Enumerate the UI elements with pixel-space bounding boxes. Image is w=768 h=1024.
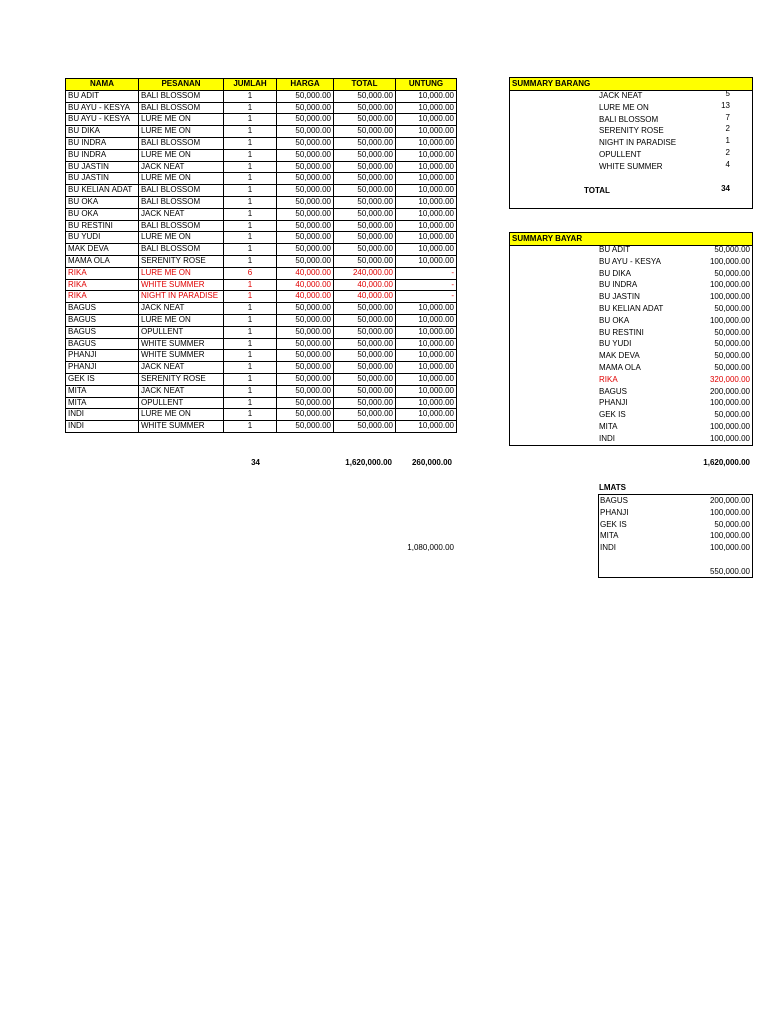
list-item-label: BU KELIAN ADAT [599, 304, 664, 313]
cell-untung: 10,000.00 [396, 255, 457, 267]
cell-harga: 50,000.00 [277, 421, 334, 433]
cell-total: 40,000.00 [334, 279, 396, 291]
list-item-value: 50,000.00 [714, 410, 750, 420]
cell-nama: BU YUDI [66, 232, 139, 244]
cell-harga: 50,000.00 [277, 409, 334, 421]
cell-untung: 10,000.00 [396, 350, 457, 362]
cell-total: 50,000.00 [334, 303, 396, 315]
cell-jumlah: 1 [224, 137, 277, 149]
list-item-value: 7 [725, 112, 730, 122]
list-item-label: JACK NEAT [599, 91, 643, 100]
cell-pesanan: JACK NEAT [139, 208, 224, 220]
cell-nama: RIKA [66, 267, 139, 279]
summary-barang-title: SUMMARY BARANG [510, 78, 752, 91]
cell-untung: 10,000.00 [396, 102, 457, 114]
list-item-label: BU YUDI [599, 339, 632, 349]
header-pesanan: PESANAN [139, 79, 224, 91]
list-item-label: OPULLENT [599, 150, 642, 159]
cell-untung: 10,000.00 [396, 326, 457, 338]
cell-total: 50,000.00 [334, 350, 396, 362]
lmats-box [598, 494, 753, 578]
cell-pesanan: BALI BLOSSOM [139, 137, 224, 149]
cell-nama: BU ADIT [66, 90, 139, 102]
cell-harga: 40,000.00 [277, 279, 334, 291]
cell-harga: 50,000.00 [277, 185, 334, 197]
list-item-label: BALI BLOSSOM [599, 114, 659, 124]
cell-jumlah: 1 [224, 196, 277, 208]
cell-jumlah: 1 [224, 208, 277, 220]
cell-nama: BU JASTIN [66, 173, 139, 185]
table-row [66, 385, 457, 397]
cell-jumlah: 1 [224, 326, 277, 338]
summary-barang-total-label: TOTAL [584, 186, 610, 195]
table-row [66, 373, 457, 385]
cell-pesanan: LURE ME ON [139, 267, 224, 279]
orders-table [65, 78, 457, 433]
list-item-label: PHANJI [600, 507, 629, 517]
cell-pesanan: BALI BLOSSOM [139, 102, 224, 114]
cell-total: 50,000.00 [334, 90, 396, 102]
cell-untung: 10,000.00 [396, 421, 457, 433]
cell-untung: - [396, 267, 457, 279]
cell-jumlah: 1 [224, 232, 277, 244]
cell-harga: 50,000.00 [277, 385, 334, 397]
cell-harga: 50,000.00 [277, 397, 334, 409]
cell-nama: PHANJI [66, 362, 139, 374]
list-item-value: 50,000.00 [714, 363, 750, 372]
cell-pesanan: OPULLENT [139, 326, 224, 338]
cell-total: 50,000.00 [334, 102, 396, 114]
cell-total: 50,000.00 [334, 421, 396, 433]
cell-total: 50,000.00 [334, 161, 396, 173]
list-item-label: WHITE SUMMER [599, 161, 663, 171]
cell-untung: 10,000.00 [396, 385, 457, 397]
cell-nama: BU RESTINI [66, 220, 139, 232]
cell-total: 50,000.00 [334, 385, 396, 397]
table-row [66, 397, 457, 409]
cell-nama: BAGUS [66, 303, 139, 315]
cell-pesanan: LURE ME ON [139, 114, 224, 126]
table-row [66, 102, 457, 114]
list-item-value: 100,000.00 [709, 422, 750, 431]
cell-untung: 10,000.00 [396, 149, 457, 161]
cell-pesanan: JACK NEAT [139, 385, 224, 397]
cell-jumlah: 1 [224, 303, 277, 315]
list-item-value: 2 [725, 124, 730, 134]
cell-total: 40,000.00 [334, 291, 396, 303]
header-nama: NAMA [66, 79, 139, 91]
cell-harga: 50,000.00 [277, 208, 334, 220]
cell-jumlah: 1 [224, 350, 277, 362]
cell-pesanan: OPULLENT [139, 397, 224, 409]
table-row [66, 114, 457, 126]
cell-total: 50,000.00 [334, 255, 396, 267]
table-row [66, 196, 457, 208]
summary-bayar-grand-total: 1,620,000.00 [703, 458, 750, 467]
cell-pesanan: LURE ME ON [139, 232, 224, 244]
cell-nama: PHANJI [66, 350, 139, 362]
list-item-label: MITA [600, 531, 619, 541]
list-item-value: 50,000.00 [714, 519, 750, 529]
cell-pesanan: JACK NEAT [139, 362, 224, 374]
cell-jumlah: 1 [224, 185, 277, 197]
cell-pesanan: BALI BLOSSOM [139, 90, 224, 102]
list-item-label: BU RESTINI [599, 327, 644, 337]
list-item-label: MITA [599, 422, 618, 431]
list-item-value: 100,000.00 [709, 292, 750, 302]
cell-nama: BAGUS [66, 338, 139, 350]
cell-harga: 50,000.00 [277, 149, 334, 161]
cell-jumlah: 1 [224, 291, 277, 303]
cell-jumlah: 1 [224, 314, 277, 326]
cell-harga: 50,000.00 [277, 161, 334, 173]
header-jumlah: JUMLAH [224, 79, 277, 91]
header-harga: HARGA [277, 79, 334, 91]
cell-harga: 50,000.00 [277, 373, 334, 385]
cell-jumlah: 1 [224, 126, 277, 138]
cell-harga: 50,000.00 [277, 196, 334, 208]
list-item-label: NIGHT IN PARADISE [599, 138, 677, 148]
cell-pesanan: NIGHT IN PARADISE [139, 291, 224, 303]
cell-pesanan: LURE ME ON [139, 149, 224, 161]
cell-total: 50,000.00 [334, 126, 396, 138]
cell-untung: 10,000.00 [396, 244, 457, 256]
list-item-label: BU INDRA [599, 280, 638, 290]
orders-table-header [66, 79, 457, 91]
cell-pesanan: WHITE SUMMER [139, 421, 224, 433]
list-item-label: MAMA OLA [599, 363, 641, 372]
header-untung: UNTUNG [396, 79, 457, 91]
list-item-value: 100,000.00 [709, 256, 750, 266]
cell-jumlah: 1 [224, 362, 277, 374]
cell-untung: 10,000.00 [396, 161, 457, 173]
header-total: TOTAL [334, 79, 396, 91]
cell-nama: BU OKA [66, 196, 139, 208]
extra-value: 1,080,000.00 [407, 543, 454, 552]
cell-untung: 10,000.00 [396, 232, 457, 244]
cell-jumlah: 6 [224, 267, 277, 279]
cell-nama: BU INDRA [66, 149, 139, 161]
cell-nama: RIKA [66, 279, 139, 291]
cell-nama: RIKA [66, 291, 139, 303]
cell-untung: - [396, 291, 457, 303]
table-row [66, 126, 457, 138]
summary-bayar-box [509, 232, 753, 446]
list-item-label: BAGUS [600, 496, 629, 505]
table-row [66, 232, 457, 244]
list-item-label: SERENITY ROSE [599, 126, 664, 136]
cell-untung: 10,000.00 [396, 196, 457, 208]
cell-pesanan: JACK NEAT [139, 303, 224, 315]
table-row [66, 267, 457, 279]
cell-harga: 50,000.00 [277, 338, 334, 350]
cell-pesanan: LURE ME ON [139, 126, 224, 138]
table-row [66, 291, 457, 303]
cell-harga: 50,000.00 [277, 326, 334, 338]
cell-nama: BU KELIAN ADAT [66, 185, 139, 197]
cell-jumlah: 1 [224, 102, 277, 114]
cell-harga: 50,000.00 [277, 314, 334, 326]
table-row [66, 185, 457, 197]
cell-pesanan: WHITE SUMMER [139, 279, 224, 291]
cell-total: 50,000.00 [334, 409, 396, 421]
cell-total: 50,000.00 [334, 326, 396, 338]
cell-harga: 50,000.00 [277, 362, 334, 374]
cell-pesanan: JACK NEAT [139, 161, 224, 173]
cell-harga: 50,000.00 [277, 137, 334, 149]
cell-untung: 10,000.00 [396, 114, 457, 126]
cell-nama: GEK IS [66, 373, 139, 385]
list-item-label: BU ADIT [599, 245, 631, 254]
cell-pesanan: SERENITY ROSE [139, 373, 224, 385]
cell-untung: - [396, 279, 457, 291]
cell-pesanan: WHITE SUMMER [139, 350, 224, 362]
cell-pesanan: LURE ME ON [139, 173, 224, 185]
cell-untung: 10,000.00 [396, 208, 457, 220]
list-item-value: 50,000.00 [714, 351, 750, 361]
cell-harga: 50,000.00 [277, 232, 334, 244]
cell-harga: 50,000.00 [277, 126, 334, 138]
list-item-value: 100,000.00 [709, 315, 750, 325]
cell-total: 50,000.00 [334, 114, 396, 126]
table-row [66, 137, 457, 149]
list-item-value: 100,000.00 [709, 507, 750, 517]
cell-total: 50,000.00 [334, 232, 396, 244]
cell-harga: 50,000.00 [277, 350, 334, 362]
cell-pesanan: LURE ME ON [139, 409, 224, 421]
list-item-label: BU AYU - KESYA [599, 256, 661, 266]
cell-total: 50,000.00 [334, 314, 396, 326]
list-item-label: MAK DEVA [599, 351, 640, 361]
cell-nama: INDI [66, 421, 139, 433]
cell-total: 50,000.00 [334, 149, 396, 161]
cell-pesanan: BALI BLOSSOM [139, 196, 224, 208]
cell-nama: BAGUS [66, 314, 139, 326]
cell-harga: 50,000.00 [277, 303, 334, 315]
lmats-total: 550,000.00 [709, 567, 750, 576]
cell-untung: 10,000.00 [396, 409, 457, 421]
cell-untung: 10,000.00 [396, 173, 457, 185]
cell-pesanan: BALI BLOSSOM [139, 220, 224, 232]
cell-jumlah: 1 [224, 385, 277, 397]
cell-total: 240,000.00 [334, 267, 396, 279]
list-item-label: PHANJI [599, 398, 628, 408]
list-item-value: 100,000.00 [709, 543, 750, 553]
cell-harga: 50,000.00 [277, 244, 334, 256]
cell-harga: 40,000.00 [277, 291, 334, 303]
table-row [66, 244, 457, 256]
cell-jumlah: 1 [224, 373, 277, 385]
summary-barang-total-value: 34 [721, 184, 730, 193]
cell-jumlah: 1 [224, 173, 277, 185]
cell-nama: BU AYU - KESYA [66, 102, 139, 114]
table-row [66, 279, 457, 291]
cell-nama: BU DIKA [66, 126, 139, 138]
cell-pesanan: BALI BLOSSOM [139, 185, 224, 197]
table-row [66, 161, 457, 173]
total-untung: 260,000.00 [411, 458, 452, 467]
cell-jumlah: 1 [224, 338, 277, 350]
table-row [66, 303, 457, 315]
cell-untung: 10,000.00 [396, 90, 457, 102]
cell-harga: 50,000.00 [277, 114, 334, 126]
list-item-value: 100,000.00 [709, 531, 750, 541]
list-item-value: 50,000.00 [714, 304, 750, 313]
list-item-label: BU OKA [599, 315, 630, 325]
list-item-label: BU JASTIN [599, 292, 640, 302]
cell-harga: 50,000.00 [277, 102, 334, 114]
table-row [66, 314, 457, 326]
cell-nama: INDI [66, 409, 139, 421]
list-item-label: GEK IS [599, 410, 626, 420]
list-item-value: 320,000.00 [709, 374, 750, 384]
cell-nama: BU INDRA [66, 137, 139, 149]
cell-untung: 10,000.00 [396, 126, 457, 138]
cell-total: 50,000.00 [334, 373, 396, 385]
list-item-value: 50,000.00 [714, 245, 750, 254]
total-jumlah: 34 [251, 458, 260, 467]
cell-total: 50,000.00 [334, 196, 396, 208]
list-item-value: 200,000.00 [709, 496, 750, 505]
cell-jumlah: 1 [224, 220, 277, 232]
cell-harga: 50,000.00 [277, 220, 334, 232]
cell-untung: 10,000.00 [396, 362, 457, 374]
cell-jumlah: 1 [224, 421, 277, 433]
cell-jumlah: 1 [224, 161, 277, 173]
cell-total: 50,000.00 [334, 208, 396, 220]
table-row [66, 326, 457, 338]
list-item-value: 100,000.00 [709, 280, 750, 290]
cell-total: 50,000.00 [334, 173, 396, 185]
table-row [66, 338, 457, 350]
summary-bayar-title: SUMMARY BAYAR [510, 233, 752, 246]
cell-harga: 40,000.00 [277, 267, 334, 279]
total-total: 1,620,000.00 [345, 458, 392, 467]
list-item-label: RIKA [599, 374, 618, 384]
table-row [66, 220, 457, 232]
cell-untung: 10,000.00 [396, 303, 457, 315]
cell-nama: MITA [66, 385, 139, 397]
list-item-value: 13 [721, 100, 730, 110]
table-row [66, 255, 457, 267]
list-item-value: 100,000.00 [709, 398, 750, 408]
table-row [66, 208, 457, 220]
list-item-value: 50,000.00 [714, 268, 750, 278]
list-item-value: 2 [725, 148, 730, 157]
list-item-label: INDI [599, 433, 615, 443]
cell-nama: BU JASTIN [66, 161, 139, 173]
cell-jumlah: 1 [224, 149, 277, 161]
cell-total: 50,000.00 [334, 244, 396, 256]
list-item-label: BAGUS [599, 386, 628, 396]
list-item-value: 100,000.00 [709, 433, 750, 443]
cell-jumlah: 1 [224, 255, 277, 267]
list-item-value: 50,000.00 [714, 339, 750, 349]
cell-total: 50,000.00 [334, 362, 396, 374]
cell-jumlah: 1 [224, 90, 277, 102]
cell-nama: BU AYU - KESYA [66, 114, 139, 126]
list-item-value: 200,000.00 [709, 386, 750, 396]
cell-untung: 10,000.00 [396, 137, 457, 149]
cell-pesanan: BALI BLOSSOM [139, 244, 224, 256]
cell-jumlah: 1 [224, 244, 277, 256]
cell-harga: 50,000.00 [277, 173, 334, 185]
list-item-value: 1 [725, 136, 730, 146]
cell-pesanan: WHITE SUMMER [139, 338, 224, 350]
table-row [66, 362, 457, 374]
cell-nama: MAK DEVA [66, 244, 139, 256]
cell-total: 50,000.00 [334, 338, 396, 350]
cell-jumlah: 1 [224, 279, 277, 291]
table-row [66, 90, 457, 102]
cell-jumlah: 1 [224, 397, 277, 409]
cell-total: 50,000.00 [334, 137, 396, 149]
cell-nama: BU OKA [66, 208, 139, 220]
cell-untung: 10,000.00 [396, 397, 457, 409]
list-item-value: 5 [725, 89, 730, 98]
cell-total: 50,000.00 [334, 185, 396, 197]
cell-untung: 10,000.00 [396, 338, 457, 350]
orders-table-body [66, 90, 457, 432]
list-item-label: BU DIKA [599, 268, 632, 278]
cell-jumlah: 1 [224, 409, 277, 421]
list-item-value: 4 [725, 159, 730, 169]
cell-harga: 50,000.00 [277, 255, 334, 267]
cell-nama: MAMA OLA [66, 255, 139, 267]
cell-untung: 10,000.00 [396, 220, 457, 232]
table-row [66, 409, 457, 421]
cell-nama: BAGUS [66, 326, 139, 338]
cell-untung: 10,000.00 [396, 314, 457, 326]
list-item-label: GEK IS [600, 519, 627, 529]
list-item-value: 50,000.00 [714, 327, 750, 337]
table-row [66, 173, 457, 185]
lmats-title: LMATS [599, 483, 626, 492]
cell-pesanan: SERENITY ROSE [139, 255, 224, 267]
table-row [66, 421, 457, 433]
cell-nama: MITA [66, 397, 139, 409]
cell-untung: 10,000.00 [396, 185, 457, 197]
cell-pesanan: LURE ME ON [139, 314, 224, 326]
cell-harga: 50,000.00 [277, 90, 334, 102]
list-item-label: INDI [600, 543, 616, 553]
table-row [66, 149, 457, 161]
cell-untung: 10,000.00 [396, 373, 457, 385]
cell-total: 50,000.00 [334, 397, 396, 409]
table-row [66, 350, 457, 362]
cell-jumlah: 1 [224, 114, 277, 126]
summary-barang-box [509, 77, 753, 209]
cell-total: 50,000.00 [334, 220, 396, 232]
list-item-label: LURE ME ON [599, 102, 649, 112]
